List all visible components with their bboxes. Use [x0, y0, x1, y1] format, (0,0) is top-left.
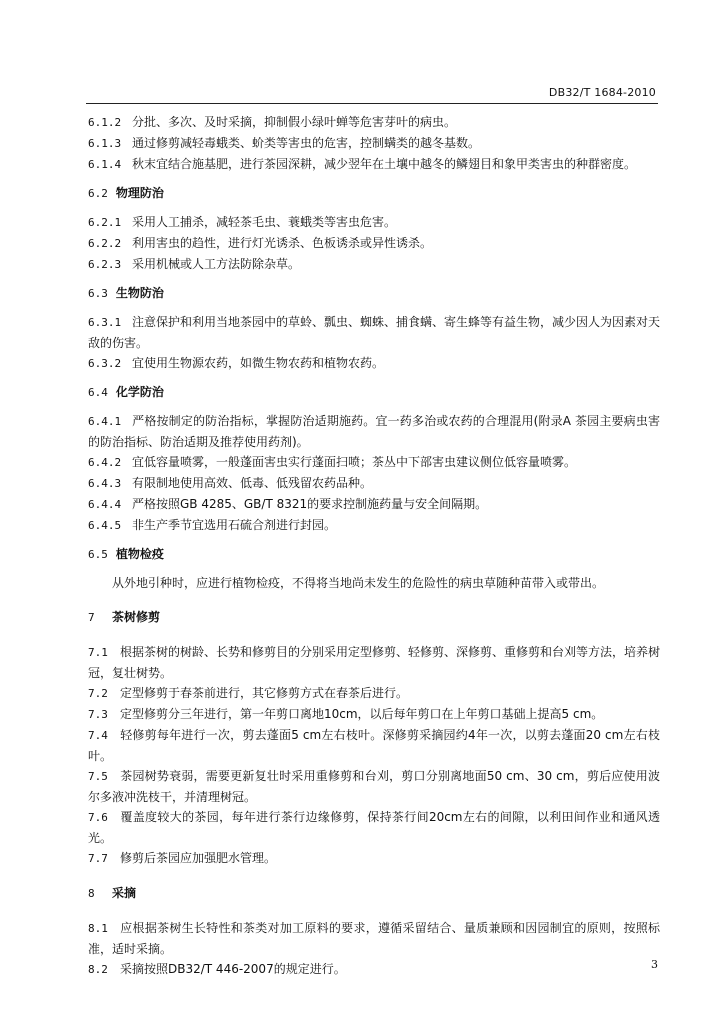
clause-number: 7.7	[88, 852, 108, 865]
clause-text: 根据茶树的树龄、长势和修剪目的分别采用定型修剪、轻修剪、深修剪、重修剪和台刈等方法，培养树冠，复壮树势。	[88, 645, 661, 680]
clause-6-1-3	[88, 133, 660, 154]
clause-number: 8.1	[88, 922, 108, 935]
heading-title: 茶树修剪	[112, 610, 161, 624]
clause-6-2-3	[88, 254, 660, 275]
clause-7-2	[88, 683, 660, 704]
clause-number: 6.4.5	[88, 519, 122, 532]
clause-6-2-1	[88, 212, 660, 233]
clause-text: 分批、多次、及时采摘，抑制假小绿叶蝉等危害芽叶的病虫。	[132, 115, 457, 129]
clause-text: 轻修剪每年进行一次，剪去蓬面5 cm左右枝叶。深修剪采摘园约4年一次，以剪去蓬面20 cm左右枝叶。	[88, 728, 660, 763]
clause-text: 应根据茶树生长特性和茶类对加工原料的要求，遵循采留结合、量质兼顾和因园制宜的原则，按照标准，适时采摘。	[88, 921, 660, 956]
clause-text: 严格按照GB 4285、GB/T 8321的要求控制施药量与安全间隔期。	[132, 497, 488, 511]
heading-title: 生物防治	[115, 286, 164, 300]
clause-number: 6.1.2	[88, 116, 122, 129]
heading-6-4	[88, 382, 660, 403]
clause-7-3	[88, 704, 660, 725]
clause-number: 6.4.4	[88, 498, 122, 511]
clause-8-1	[88, 918, 660, 959]
heading-title: 物理防治	[115, 186, 164, 200]
clause-6-4-1	[88, 411, 660, 452]
clause-text: 宜使用生物源农药，如微生物农药和植物农药。	[132, 356, 385, 370]
clause-text: 采用机械或人工方法防除杂草。	[132, 257, 301, 271]
clause-number: 6.3.2	[88, 357, 122, 370]
clause-text: 茶园树势衰弱，需要更新复壮时采用重修剪和台刈，剪口分别离地面50 cm、30 cm，剪后应使用波尔多液冲洗枝干，并清理树冠。	[88, 769, 660, 804]
heading-number: 6.2	[88, 187, 108, 200]
clause-text: 采用人工捕杀，减轻茶毛虫、蓑蛾类等害虫危害。	[132, 215, 397, 229]
clause-number: 7.6	[88, 811, 108, 824]
clause-number: 7.4	[88, 729, 108, 742]
clause-number: 6.4.3	[88, 477, 122, 490]
clause-text: 非生产季节宜选用石硫合剂进行封园。	[132, 518, 337, 532]
heading-6-2	[88, 183, 660, 204]
clause-number: 6.4.2	[88, 456, 122, 469]
clause-text: 有限制地使用高效、低毒、低残留农药品种。	[132, 476, 373, 490]
clause-6-4-2	[88, 452, 660, 473]
clause-6-4-4	[88, 494, 660, 515]
clause-6-2-2	[88, 233, 660, 254]
clause-text: 宜低容量喷雾，一般蓬面害虫实行蓬面扫喷；茶丛中下部害虫建议侧位低容量喷雾。	[132, 455, 577, 469]
heading-number: 6.4	[88, 386, 108, 399]
clause-text: 通过修剪减轻毒蛾类、蚧类等害虫的危害，控制螨类的越冬基数。	[132, 136, 481, 150]
heading-number: 7	[88, 611, 95, 624]
heading-title: 植物检疫	[115, 547, 164, 561]
clause-text: 定型修剪于春茶前进行，其它修剪方式在春茶后进行。	[120, 686, 409, 700]
clause-number: 6.4.1	[88, 415, 122, 428]
heading-6-5	[88, 544, 660, 565]
heading-title: 采摘	[112, 886, 137, 900]
clause-7-1	[88, 642, 660, 683]
document-body	[88, 112, 660, 980]
clause-7-4	[88, 725, 660, 766]
clause-7-6	[88, 807, 660, 848]
heading-title: 化学防治	[115, 385, 164, 399]
clause-6-3-1	[88, 312, 660, 353]
header-divider	[86, 103, 658, 104]
clause-number: 6.1.3	[88, 137, 122, 150]
clause-6-1-4	[88, 154, 660, 175]
clause-number: 7.2	[88, 687, 108, 700]
clause-text: 秋末宜结合施基肥，进行茶园深耕，减少翌年在土壤中越冬的鳞翅目和象甲类害虫的种群密度。	[132, 157, 637, 171]
standard-code: DB32/T 1684-2010	[548, 86, 656, 99]
clause-number: 6.2.2	[88, 237, 122, 250]
clause-text: 定型修剪分三年进行，第一年剪口离地10cm，以后每年剪口在上年剪口基础上提高5 cm。	[120, 707, 604, 721]
page-number: 3	[651, 958, 658, 971]
clause-6-4-5	[88, 515, 660, 536]
heading-number: 6.3	[88, 287, 108, 300]
clause-6-3-2	[88, 353, 660, 374]
clause-text: 修剪后茶园应加强肥水管理。	[120, 851, 277, 865]
clause-number: 7.3	[88, 708, 108, 721]
clause-number: 6.1.4	[88, 158, 122, 171]
clause-text: 覆盖度较大的茶园，每年进行茶行边缘修剪，保持茶行间20cm左右的间隙，以利田间作业和通风透光。	[88, 810, 660, 845]
clause-number: 7.1	[88, 646, 108, 659]
clause-number: 6.2.1	[88, 216, 122, 229]
clause-number: 6.2.3	[88, 258, 122, 271]
clause-7-7	[88, 848, 660, 869]
clause-text: 采摘按照DB32/T 446-2007的规定进行。	[120, 962, 346, 976]
clause-8-2	[88, 959, 660, 980]
heading-8	[88, 883, 660, 904]
clause-7-5	[88, 766, 660, 807]
paragraph-6-5: 从外地引种时，应进行植物检疫，不得将当地尚未发生的危险性的病虫草随种苗带入或带出。	[112, 576, 605, 590]
clause-number: 7.5	[88, 770, 108, 783]
heading-number: 6.5	[88, 548, 108, 561]
clause-text: 严格按制定的防治指标，掌握防治适期施药。宜一药多治或农药的合理混用(附录A 茶园主要病虫害的防治指标、防治适期及推荐使用药剂)。	[88, 414, 660, 449]
clause-6-4-3	[88, 473, 660, 494]
clause-6-1-2	[88, 112, 660, 133]
heading-7	[88, 607, 660, 628]
clause-number: 8.2	[88, 963, 108, 976]
clause-text: 注意保护和利用当地茶园中的草蛉、瓢虫、蜘蛛、捕食螨、寄生蜂等有益生物，减少因人为因素对天敌的伤害。	[88, 315, 661, 350]
clause-number: 6.3.1	[88, 316, 122, 329]
clause-text: 利用害虫的趋性，进行灯光诱杀、色板诱杀或异性诱杀。	[132, 236, 433, 250]
heading-number: 8	[88, 887, 95, 900]
heading-6-3	[88, 283, 660, 304]
